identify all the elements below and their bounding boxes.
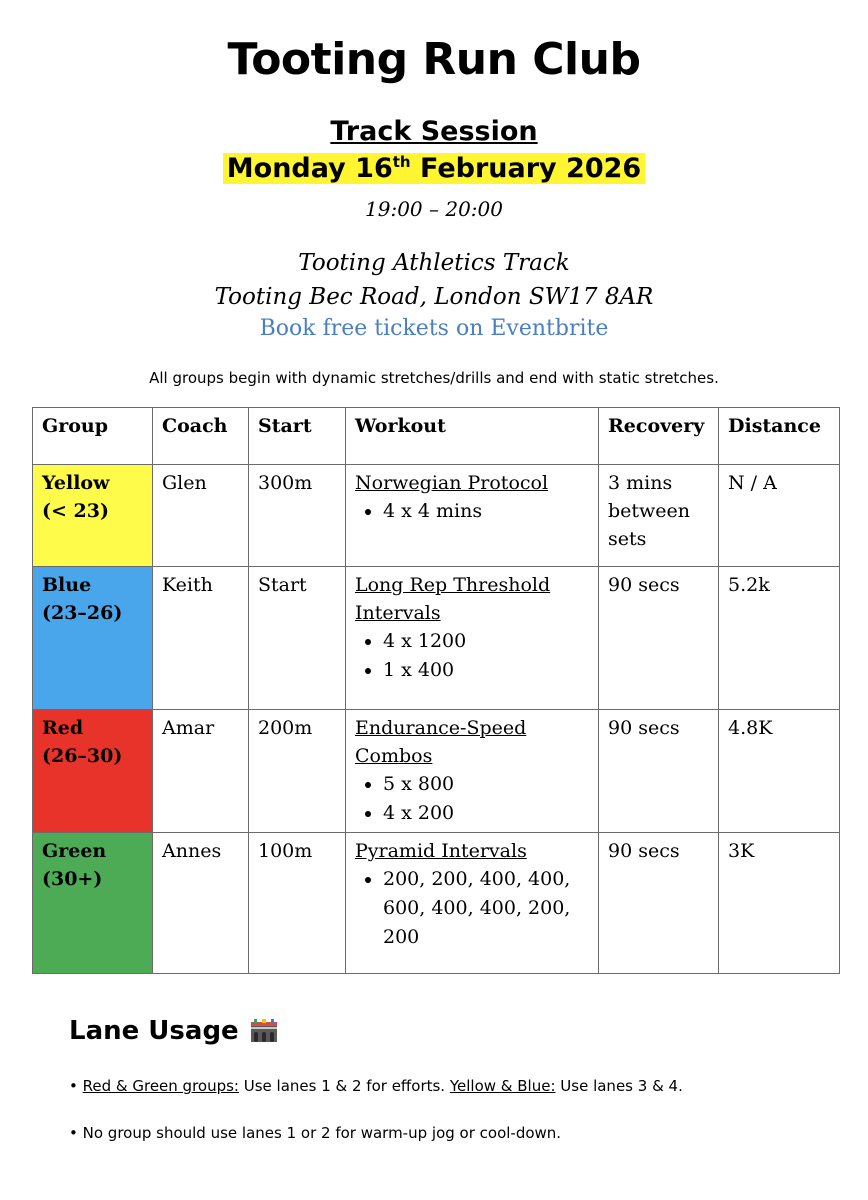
- rep-item: • 1 x 400: [383, 656, 589, 685]
- start-cell: 200m: [249, 710, 346, 833]
- table-row: [33, 567, 840, 710]
- coach-cell: Keith: [153, 567, 249, 710]
- lane-rule-2-text: No group should use lanes 1 or 2 for warm-up jog or cool-down.: [82, 1124, 562, 1142]
- lane-usage-heading: [69, 1016, 279, 1046]
- session-date: [0, 153, 868, 184]
- group-name: Blue: [42, 574, 92, 596]
- lane-rule-red-green-text: Use lanes 1 & 2 for efforts.: [238, 1077, 450, 1095]
- date-ordinal: th: [392, 153, 411, 171]
- header-distance: Distance: [719, 408, 840, 465]
- group-cell: [33, 465, 153, 567]
- recovery-cell: 3 mins between sets: [599, 465, 719, 567]
- date-day: Monday 16: [226, 153, 393, 184]
- rep-item: • 4 x 200: [383, 799, 589, 828]
- group-range: (23–26): [42, 602, 123, 624]
- header-workout: Workout: [346, 408, 599, 465]
- rep-list: [355, 865, 589, 952]
- stadium-icon: [249, 1018, 279, 1044]
- recovery-cell: 90 secs: [599, 710, 719, 833]
- rep-item: • 4 x 1200: [383, 627, 589, 656]
- recovery-cell: 90 secs: [599, 567, 719, 710]
- start-cell: Start: [249, 567, 346, 710]
- lane-rule-red-green-label: Red & Green groups:: [82, 1077, 239, 1095]
- table-row: [33, 833, 840, 974]
- lane-rule-yellow-blue-label: Yellow & Blue:: [449, 1077, 556, 1095]
- warmup-note: All groups begin with dynamic stretches/drills and end with static stretches.: [149, 369, 719, 387]
- group-range: (26–30): [42, 745, 123, 767]
- distance-cell: 4.8K: [719, 710, 840, 833]
- header-recovery: Recovery: [599, 408, 719, 465]
- session-time: 19:00 – 20:00: [365, 197, 503, 221]
- coach-cell: Annes: [153, 833, 249, 974]
- workout-cell: [346, 567, 599, 710]
- group-cell: [33, 567, 153, 710]
- workout-title: Long Rep Threshold Intervals: [355, 574, 551, 624]
- lane-rule-1: • Red & Green groups: Use lanes 1 & 2 for efforts. Yellow & Blue: Use lanes 3 & 4.: [69, 1077, 683, 1095]
- rep-item: • 200, 200, 400, 400, 600, 400, 400, 200, 200: [383, 865, 589, 952]
- workout-title: Endurance-Speed Combos: [355, 717, 527, 767]
- rep-list: [355, 497, 589, 526]
- eventbrite-link[interactable]: Book free tickets on Eventbrite: [259, 316, 609, 341]
- schedule-table: [32, 407, 840, 974]
- rep-list: [355, 770, 589, 828]
- workout-title: Norwegian Protocol: [355, 472, 549, 494]
- table-row: [33, 710, 840, 833]
- distance-cell: 5.2k: [719, 567, 840, 710]
- group-name: Yellow: [42, 472, 110, 494]
- header-group: Group: [33, 408, 153, 465]
- lane-usage-title: Lane Usage: [69, 1016, 239, 1046]
- session-title: Track Session: [330, 116, 538, 147]
- header-start: Start: [249, 408, 346, 465]
- distance-cell: 3K: [719, 833, 840, 974]
- group-range: (30+): [42, 868, 103, 890]
- start-cell: 100m: [249, 833, 346, 974]
- workout-cell: [346, 710, 599, 833]
- lane-rule-yellow-blue-text: Use lanes 3 & 4.: [555, 1077, 683, 1095]
- group-name: Red: [42, 717, 84, 739]
- workout-cell: [346, 833, 599, 974]
- group-name: Green: [42, 840, 107, 862]
- rep-list: [355, 627, 589, 685]
- group-cell: [33, 710, 153, 833]
- coach-cell: Glen: [153, 465, 249, 567]
- workout-cell: [346, 465, 599, 567]
- recovery-cell: 90 secs: [599, 833, 719, 974]
- group-cell: [33, 833, 153, 974]
- venue-name: Tooting Athletics Track: [298, 250, 570, 276]
- table-header-row: [33, 408, 840, 465]
- lane-rule-2: • No group should use lanes 1 or 2 for warm-up jog or cool-down.: [69, 1124, 562, 1142]
- club-title: Tooting Run Club: [227, 34, 641, 85]
- venue-address: Tooting Bec Road, London SW17 8AR: [214, 284, 654, 310]
- coach-cell: Amar: [153, 710, 249, 833]
- rep-item: • 4 x 4 mins: [383, 497, 589, 526]
- workout-title: Pyramid Intervals: [355, 840, 527, 862]
- table-row: [33, 465, 840, 567]
- date-month-year: February 2026: [410, 153, 642, 184]
- distance-cell: N / A: [719, 465, 840, 567]
- rep-item: • 5 x 800: [383, 770, 589, 799]
- group-range: (< 23): [42, 500, 109, 522]
- start-cell: 300m: [249, 465, 346, 567]
- date-highlight: [223, 153, 645, 184]
- header-coach: Coach: [153, 408, 249, 465]
